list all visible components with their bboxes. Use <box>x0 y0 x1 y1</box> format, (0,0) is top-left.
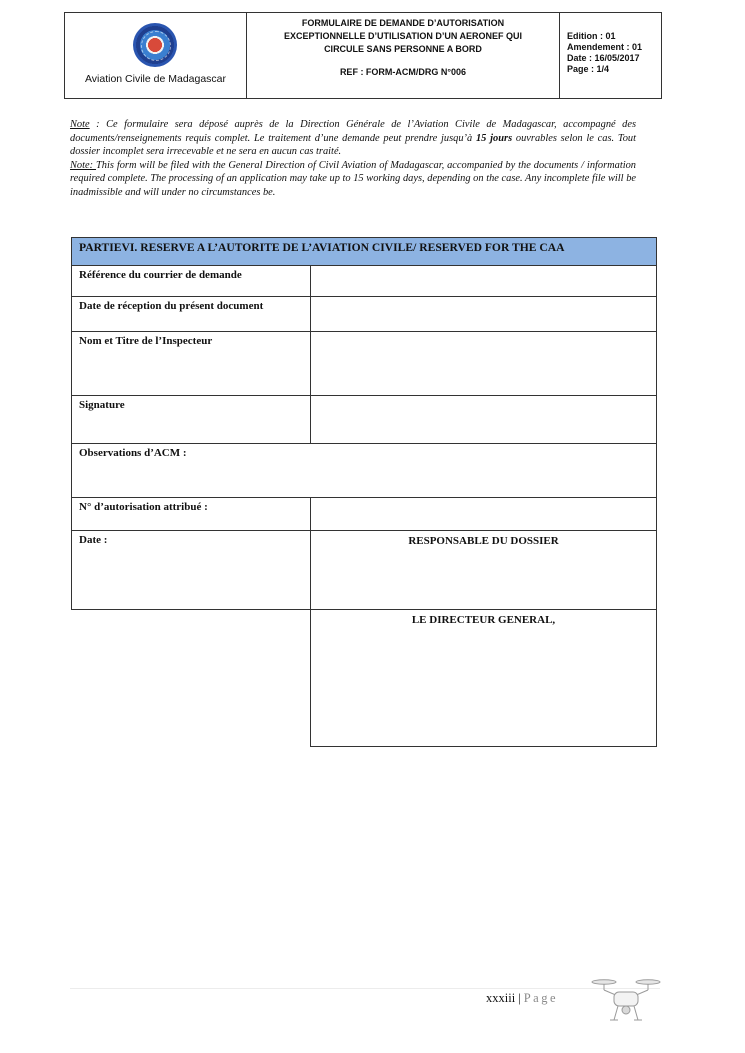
note-en-text: This form will be filed with the General Direction of Civil Aviation of Madagascar, accompanied by the documents / information required complete. The processing of an application may take up to 15 working days, depending on the case. Any incomplete file will be inadmissible and will under no circumstances be. <box>70 159 636 198</box>
signature-label: Signature <box>71 395 311 444</box>
section-header: PARTIEVI. RESERVE A L’AUTORITE DE L’AVIATION CIVILE/ RESERVED FOR THE CAA <box>71 237 657 266</box>
form-title-line-2: EXCEPTIONNELLE D’UTILISATION D’UN AERONEF QUI <box>283 31 522 41</box>
date-label: Date : <box>79 534 108 546</box>
courier-ref-field[interactable] <box>310 265 657 297</box>
reception-date-label: Date de réception du présent document <box>71 296 311 332</box>
edition: Edition : 01 <box>567 31 616 41</box>
drone-icon <box>590 974 662 1026</box>
note-fr-text-1: : Ce formulaire sera déposé auprès de la Direction Générale de l’Aviation Civile de Madagascar, accompagné des documents/renseignements requis complet. Le traitement d’une demande peut prendre jusqu’à <box>70 119 636 144</box>
authorization-number-label: N° d’autorisation attribué : <box>71 497 311 531</box>
page-number-value: xxxiii <box>486 991 516 1005</box>
amendment: Amendement : 01 <box>567 42 643 52</box>
form-title-line-3: CIRCULE SANS PERSONNE A BORD <box>324 44 482 54</box>
logo-cell <box>65 13 247 98</box>
organization-name: Aviation Civile de Madagascar <box>84 73 227 85</box>
issue-date: Date : 16/05/2017 <box>567 53 640 63</box>
director-label: LE DIRECTEUR GENERAL, <box>411 614 556 626</box>
notes-block <box>70 118 636 199</box>
document-meta-cell <box>560 13 661 98</box>
responsible-label: RESPONSABLE DU DOSSIER <box>408 535 559 547</box>
inspector-field[interactable] <box>310 331 657 396</box>
note-fr-label: Note <box>70 119 90 130</box>
acm-seal-icon <box>133 23 177 67</box>
footer-divider <box>70 988 660 989</box>
note-fr-text-2: ouvrables selon le cas. Tout dossier incomplet sera irrecevable et ne sera en aucun cas traité. <box>70 132 637 157</box>
reception-date-field[interactable] <box>310 296 657 332</box>
courier-ref-label: Référence du courrier de demande <box>71 265 311 297</box>
page-separator: | <box>518 991 521 1005</box>
document-header <box>64 12 662 99</box>
form-title-line-1: FORMULAIRE DE DEMANDE D’AUTORISATION <box>301 18 505 28</box>
note-en <box>70 159 636 200</box>
inspector-label: Nom et Titre de l’Inspecteur <box>71 331 311 396</box>
page-number <box>486 991 558 1006</box>
observations-field[interactable] <box>71 443 657 498</box>
form-reference: REF : FORM-ACM/DRG N°006 <box>339 67 467 77</box>
form-title-cell <box>247 13 560 98</box>
signature-field[interactable] <box>310 395 657 444</box>
observations-label: Observations d’ACM : <box>79 447 187 459</box>
note-fr <box>70 118 636 159</box>
note-fr-duration: 15 jours <box>475 132 513 144</box>
page-count: Page : 1/4 <box>567 64 610 74</box>
date-field[interactable] <box>71 530 311 610</box>
responsible-field[interactable] <box>310 530 657 610</box>
director-field[interactable] <box>310 609 657 747</box>
page-label: Page <box>523 991 558 1005</box>
authorization-number-field[interactable] <box>310 497 657 531</box>
note-en-label: Note: <box>70 159 97 171</box>
